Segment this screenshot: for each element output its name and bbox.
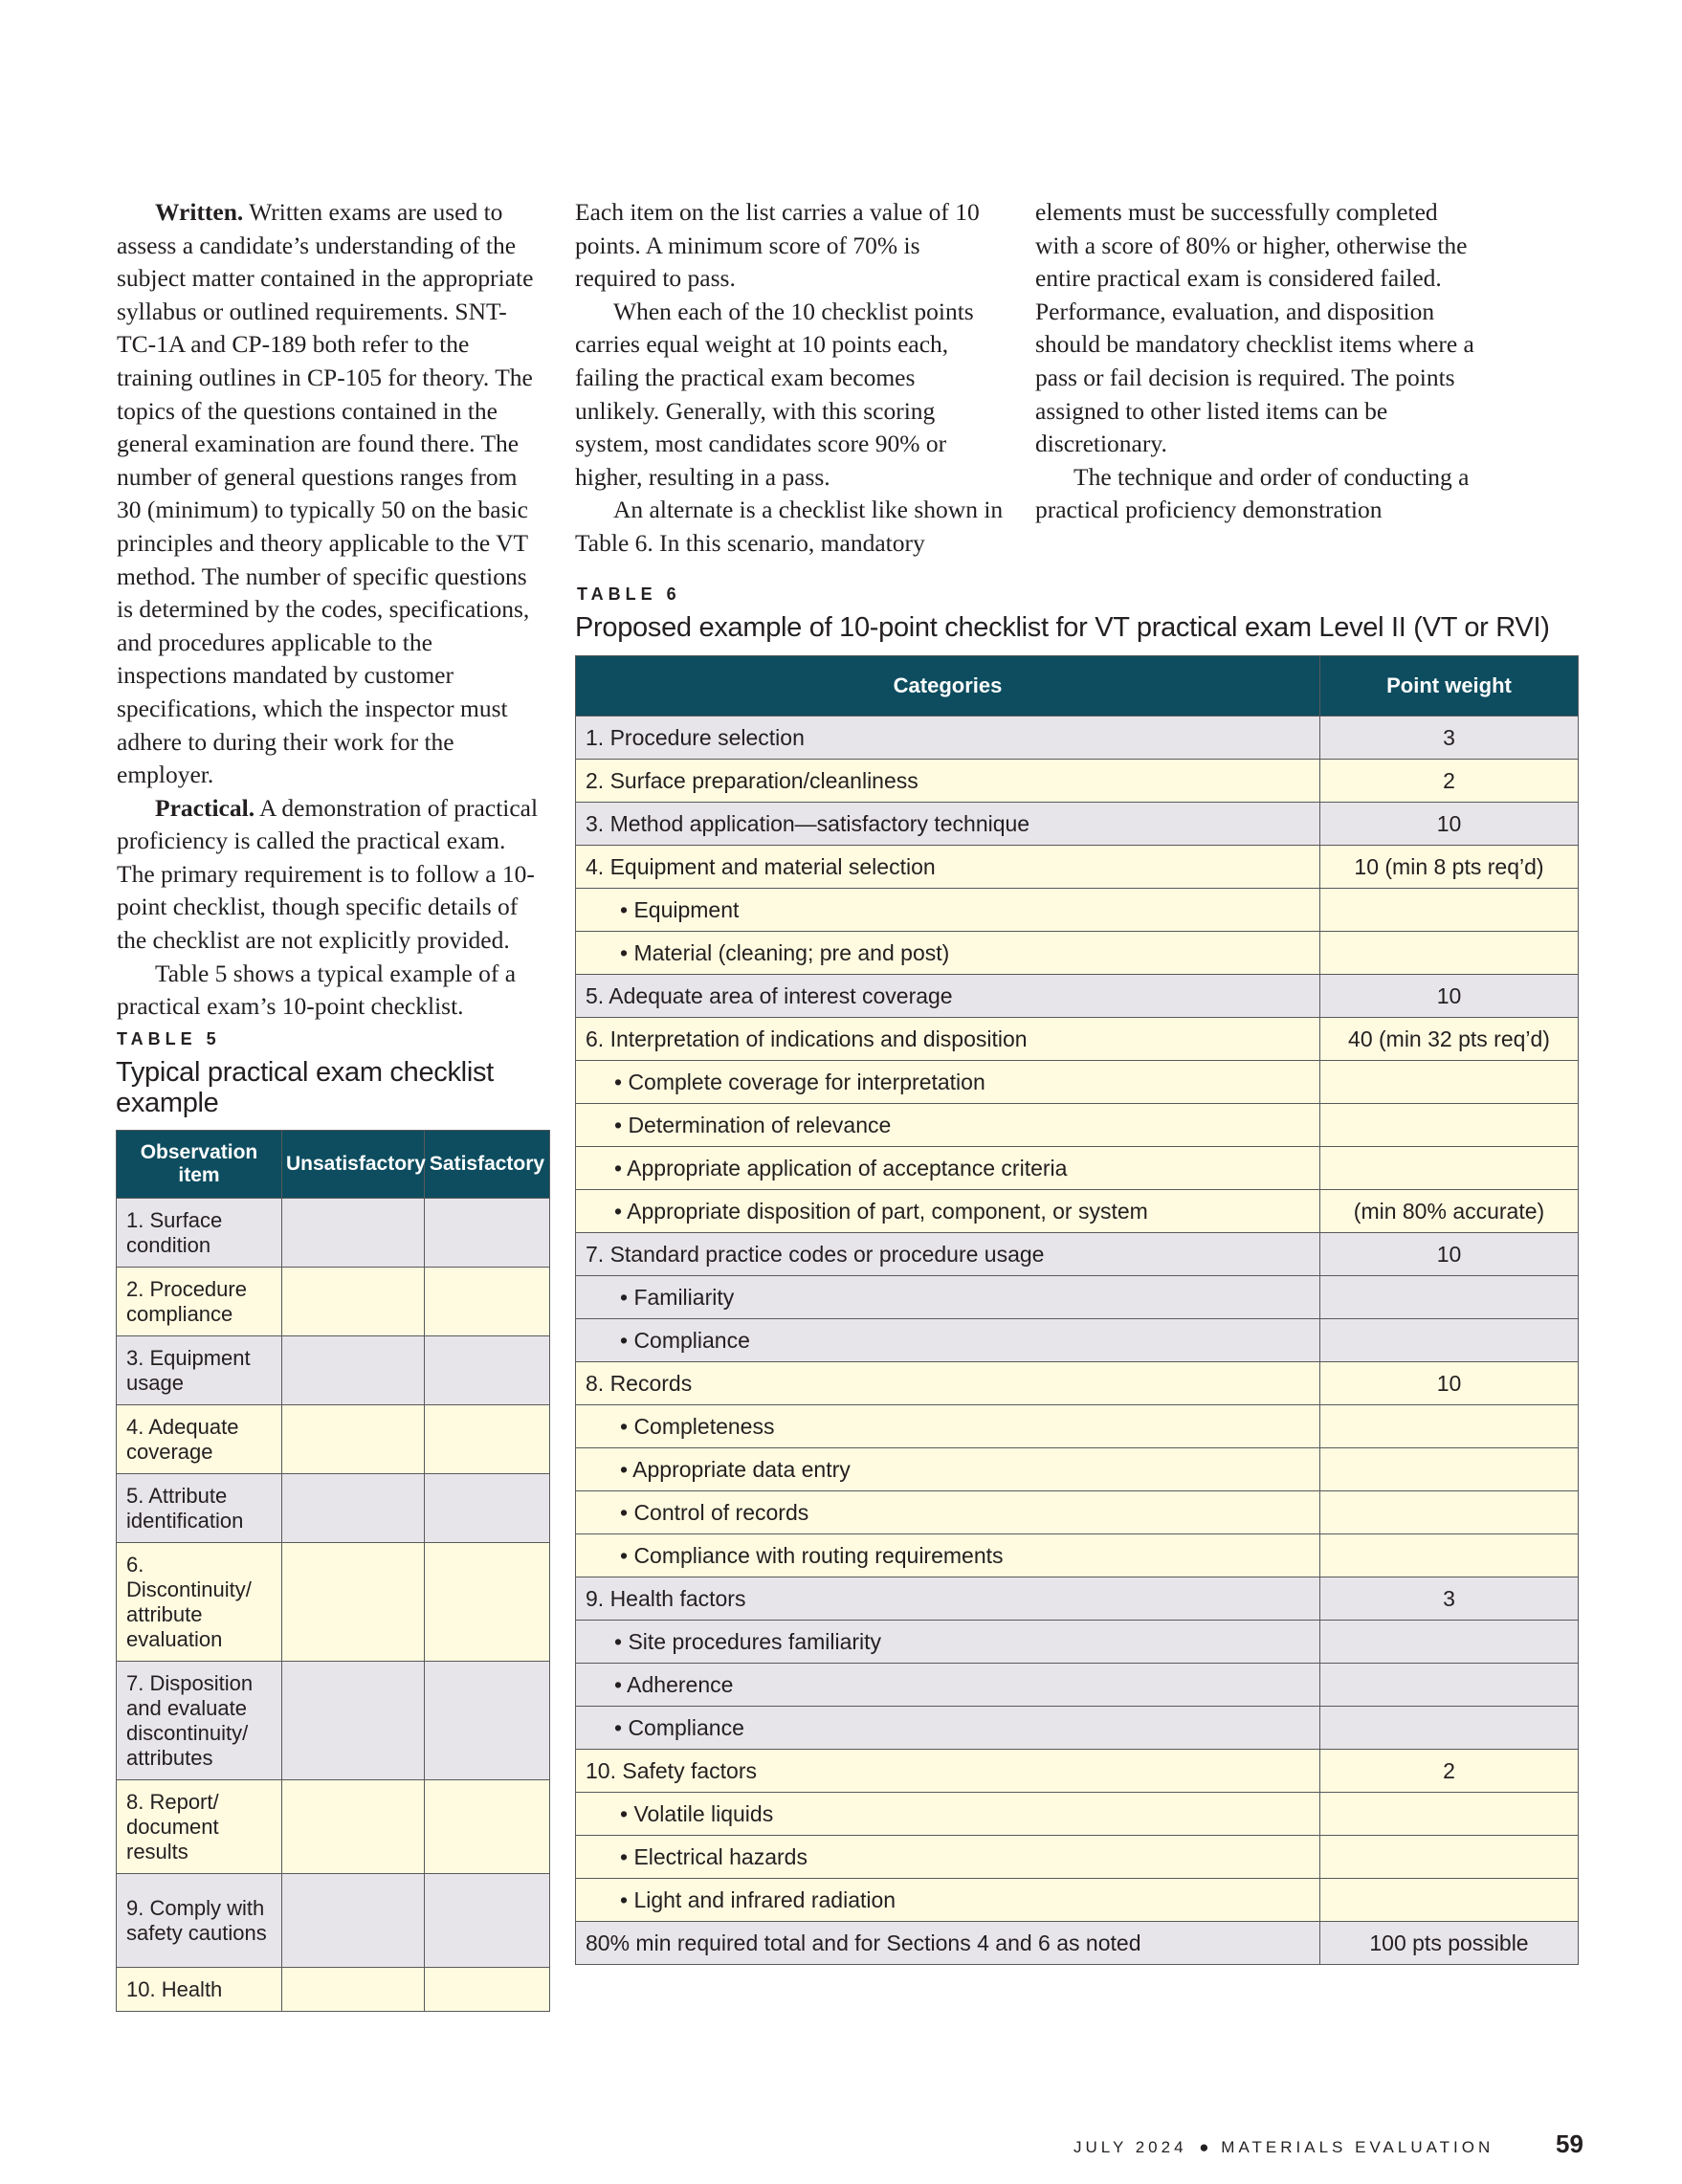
table5-item: 5. Attribute identification	[117, 1474, 282, 1543]
table6-row	[576, 1534, 1579, 1577]
table6-row	[576, 1147, 1579, 1190]
table5-item: 6. Discontinuity/ attribute evaluation	[117, 1543, 282, 1662]
table6-points	[1320, 1276, 1579, 1319]
table6	[575, 655, 1579, 1965]
table5-title: Typical practical exam checklist example	[116, 1057, 494, 1118]
table6-category: 5. Adequate area of interest coverage	[576, 975, 1320, 1018]
table6-row	[576, 846, 1579, 889]
table6-points	[1320, 1664, 1579, 1707]
table6-points	[1320, 1707, 1579, 1750]
table5-row	[117, 1474, 550, 1543]
table5-item: 8. Report/ document results	[117, 1780, 282, 1874]
table6-category: • Complete coverage for interpretation	[576, 1061, 1320, 1104]
table6-row	[576, 975, 1579, 1018]
table6-row	[576, 1836, 1579, 1879]
satisfactory-cell[interactable]	[425, 1474, 550, 1543]
table6-row	[576, 1190, 1579, 1233]
page-number: 59	[1556, 2129, 1583, 2158]
table6-points: 2	[1320, 1750, 1579, 1793]
table6-points: 10	[1320, 803, 1579, 846]
table5-row	[117, 1968, 550, 2012]
table6-row	[576, 1104, 1579, 1147]
table6-category: • Determination of relevance	[576, 1104, 1320, 1147]
table6-points	[1320, 1621, 1579, 1664]
table5-intro-paragraph: Table 5 shows a typical example of a practical exam’s 10-point checklist.	[117, 959, 517, 1021]
satisfactory-cell[interactable]	[425, 1780, 550, 1874]
table6-points	[1320, 1061, 1579, 1104]
table6-row	[576, 1018, 1579, 1061]
table6-category: • Adherence	[576, 1664, 1320, 1707]
table5-label: TABLE 5	[117, 1029, 221, 1048]
written-lead: Written.	[155, 198, 244, 226]
table6-points: 10	[1320, 1362, 1579, 1405]
table6-row	[576, 1405, 1579, 1448]
table6-row	[576, 1793, 1579, 1836]
table6-points: 10	[1320, 975, 1579, 1018]
practical-lead: Practical.	[155, 793, 255, 822]
unsatisfactory-cell[interactable]	[282, 1874, 425, 1968]
unsatisfactory-cell[interactable]	[282, 1474, 425, 1543]
satisfactory-cell[interactable]	[425, 1336, 550, 1405]
table6-row	[576, 1491, 1579, 1534]
table6-category: • Light and infrared radiation	[576, 1879, 1320, 1922]
table6-header-point-weight: Point weight	[1320, 656, 1579, 717]
table6-points	[1320, 1104, 1579, 1147]
table6-header-categories: Categories	[576, 656, 1320, 717]
table6-points	[1320, 1879, 1579, 1922]
table6-row	[576, 803, 1579, 846]
table6-row	[576, 889, 1579, 932]
unsatisfactory-cell[interactable]	[282, 1268, 425, 1336]
table6-points	[1320, 1836, 1579, 1879]
col2-paragraph-1: Each item on the list carries a value of 10 points. A minimum score of 70% is required to pass.	[575, 198, 980, 293]
table6-category: 9. Health factors	[576, 1577, 1320, 1621]
satisfactory-cell[interactable]	[425, 1268, 550, 1336]
table6-row	[576, 760, 1579, 803]
written-text: Written exams are used to assess a candidate’s understanding of the subject matter contained in the appropriate syllabus or outlined requirements. SNT-TC-1A and CP-189 both refer to the training outlines in CP-105 for theory. The topics of the questions contained in the general examination are found there. The number of general questions ranges from 30 (minimum) to typically 50 on the basic principles and theory applicable to the VT method. The number of specific questions is determined by the codes, specifications, and procedures applicable to the inspections mandated by customer specifications, which the inspector must adhere to during their work for the employer.	[117, 198, 534, 789]
col3-paragraph-2: The technique and order of conducting a practical proficiency demonstration	[1035, 462, 1470, 524]
table6-points: 2	[1320, 760, 1579, 803]
unsatisfactory-cell[interactable]	[282, 1543, 425, 1662]
table6-row	[576, 1276, 1579, 1319]
table6-points	[1320, 1405, 1579, 1448]
table6-category: • Compliance	[576, 1319, 1320, 1362]
table6-points: 10 (min 8 pts req’d)	[1320, 846, 1579, 889]
table6-title: Proposed example of 10-point checklist for VT practical exam Level II (VT or RVI)	[575, 612, 1550, 643]
table6-category: 1. Procedure selection	[576, 717, 1320, 760]
table6-row	[576, 1577, 1579, 1621]
col3-paragraph-1: elements must be successfully completed with a score of 80% or higher, otherwise the entire practical exam is considered failed. Performance, evaluation, and disposition should be mandatory checklist items where a pass or fail decision is required. The points assigned to other listed items can be discretionary.	[1035, 198, 1474, 458]
col2-paragraph-2: When each of the 10 checklist points carries equal weight at 10 points each, failing the practical exam becomes unlikely. Generally, with this scoring system, most candidates score 90% or higher, resulting in a pass.	[575, 297, 974, 491]
table6-points	[1320, 1534, 1579, 1577]
footer-separator: ●	[1199, 2138, 1209, 2156]
satisfactory-cell[interactable]	[425, 1662, 550, 1780]
table5-row	[117, 1780, 550, 1874]
table6-row	[576, 1707, 1579, 1750]
table6-category: • Appropriate disposition of part, component, or system	[576, 1190, 1320, 1233]
table5-row	[117, 1405, 550, 1474]
table6-category: 10. Safety factors	[576, 1750, 1320, 1793]
table6-category: • Completeness	[576, 1405, 1320, 1448]
table6-row	[576, 1061, 1579, 1104]
table5-row	[117, 1543, 550, 1662]
table6-row	[576, 1233, 1579, 1276]
table5-item: 3. Equipment usage	[117, 1336, 282, 1405]
table5-row	[117, 1336, 550, 1405]
table5-item: 4. Adequate coverage	[117, 1405, 282, 1474]
table6-category: • Compliance	[576, 1707, 1320, 1750]
col2-paragraph-3: An alternate is a checklist like shown in Table 6. In this scenario, mandatory	[575, 496, 1004, 557]
table6-points: 40 (min 32 pts req’d)	[1320, 1018, 1579, 1061]
table6-row	[576, 1750, 1579, 1793]
table5-header-unsatisfactory: Unsatisfactory	[282, 1131, 425, 1199]
table6-points	[1320, 1793, 1579, 1836]
table5-row	[117, 1662, 550, 1780]
table6-points	[1320, 1448, 1579, 1491]
table6-row	[576, 1362, 1579, 1405]
table6-row	[576, 717, 1579, 760]
satisfactory-cell[interactable]	[425, 1543, 550, 1662]
table6-category: • Appropriate application of acceptance criteria	[576, 1147, 1320, 1190]
text-column-2	[575, 196, 1006, 561]
table5-header-satisfactory: Satisfactory	[425, 1131, 550, 1199]
table6-category: • Material (cleaning; pre and post)	[576, 932, 1320, 975]
table6-row	[576, 1664, 1579, 1707]
table6-points: 100 pts possible	[1320, 1922, 1579, 1965]
unsatisfactory-cell[interactable]	[282, 1336, 425, 1405]
satisfactory-cell[interactable]	[425, 1968, 550, 2012]
table6-points	[1320, 1491, 1579, 1534]
table5-row	[117, 1874, 550, 1968]
satisfactory-cell[interactable]	[425, 1199, 550, 1268]
practical-text: A demonstration of practical proficiency is called the practical exam. The primary requirement is to follow a 10-point checklist, though specific details of the checklist are not explicitly provided.	[117, 793, 539, 955]
table6-points	[1320, 1147, 1579, 1190]
unsatisfactory-cell[interactable]	[282, 1405, 425, 1474]
table6-row	[576, 932, 1579, 975]
table6-category: • Control of records	[576, 1491, 1320, 1534]
table6-points: 10	[1320, 1233, 1579, 1276]
table6-category: 6. Interpretation of indications and disposition	[576, 1018, 1320, 1061]
table6-category: 4. Equipment and material selection	[576, 846, 1320, 889]
table6-points	[1320, 1319, 1579, 1362]
table5-item: 2. Procedure compliance	[117, 1268, 282, 1336]
table6-category: • Site procedures familiarity	[576, 1621, 1320, 1664]
table6-category: • Equipment	[576, 889, 1320, 932]
table6-row	[576, 1879, 1579, 1922]
table6-category: • Familiarity	[576, 1276, 1320, 1319]
footer-running-head	[1073, 2138, 1494, 2157]
unsatisfactory-cell[interactable]	[282, 1199, 425, 1268]
table6-points	[1320, 932, 1579, 975]
unsatisfactory-cell[interactable]	[282, 1780, 425, 1874]
table6-category: 2. Surface preparation/cleanliness	[576, 760, 1320, 803]
table5-row	[117, 1268, 550, 1336]
text-column-1	[117, 196, 545, 1024]
practical-paragraph	[117, 792, 545, 958]
footer-publication: MATERIALS EVALUATION	[1221, 2138, 1494, 2156]
table6-category: • Appropriate data entry	[576, 1448, 1320, 1491]
table5-item: 10. Health	[117, 1968, 282, 2012]
table6-points: (min 80% accurate)	[1320, 1190, 1579, 1233]
table5-header-observation-item: Observation item	[117, 1131, 282, 1199]
table6-category: 80% min required total and for Sections 4 and 6 as noted	[576, 1922, 1320, 1965]
unsatisfactory-cell[interactable]	[282, 1968, 425, 2012]
satisfactory-cell[interactable]	[425, 1405, 550, 1474]
table6-points	[1320, 889, 1579, 932]
table6-category: • Volatile liquids	[576, 1793, 1320, 1836]
table6-label: TABLE 6	[577, 585, 681, 604]
table5-row	[117, 1199, 550, 1268]
satisfactory-cell[interactable]	[425, 1874, 550, 1968]
table6-row	[576, 1621, 1579, 1664]
table5-item: 9. Comply with safety cautions	[117, 1874, 282, 1968]
table6-total-row	[576, 1922, 1579, 1965]
written-paragraph	[117, 196, 545, 792]
table6-row	[576, 1319, 1579, 1362]
table6-category: 3. Method application—satisfactory technique	[576, 803, 1320, 846]
table5-item: 1. Surface condition	[117, 1199, 282, 1268]
table6-category: • Compliance with routing requirements	[576, 1534, 1320, 1577]
table6-points: 3	[1320, 1577, 1579, 1621]
table6-category: • Electrical hazards	[576, 1836, 1320, 1879]
footer-issue: JULY 2024	[1073, 2138, 1187, 2156]
table6-category: 7. Standard practice codes or procedure usage	[576, 1233, 1320, 1276]
table6-points: 3	[1320, 717, 1579, 760]
table6-category: 8. Records	[576, 1362, 1320, 1405]
unsatisfactory-cell[interactable]	[282, 1662, 425, 1780]
table5-item: 7. Disposition and evaluate discontinuity/ attributes	[117, 1662, 282, 1780]
table6-row	[576, 1448, 1579, 1491]
table5	[116, 1130, 550, 2012]
text-column-3	[1035, 196, 1475, 527]
